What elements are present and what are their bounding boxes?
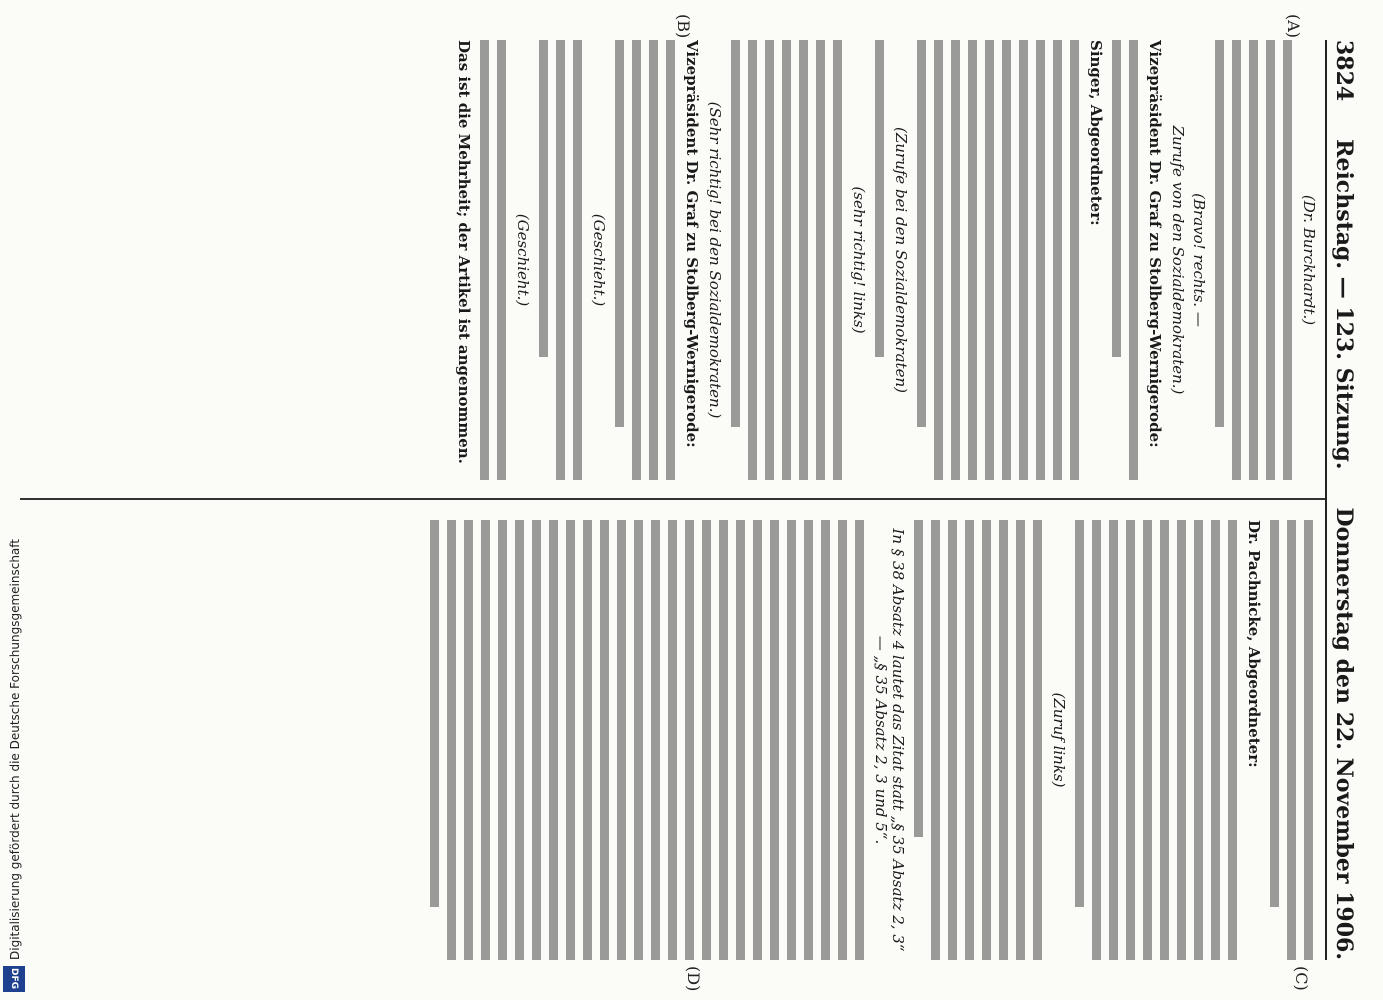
left-column — [20, 40, 1321, 480]
text-line — [985, 40, 994, 480]
speaker-name: Singer, Abgeordneter: — [1087, 40, 1105, 226]
text-line — [1283, 40, 1292, 480]
text-line — [481, 520, 490, 960]
text-line — [515, 520, 524, 960]
digitization-note: Digitalisierung gefördert durch die Deutsche Forschungsgemeinschaft — [8, 538, 22, 960]
interjection: (Bravo! rechts. — — [1190, 193, 1208, 327]
text-line — [685, 520, 694, 960]
text-line — [615, 40, 624, 427]
text-line — [1129, 40, 1138, 480]
text-line — [634, 520, 643, 960]
text-line — [753, 520, 762, 960]
text-line — [617, 520, 626, 960]
column-divider — [20, 498, 1325, 500]
text-line — [498, 520, 507, 960]
text-line — [816, 40, 825, 480]
text-line — [480, 40, 489, 480]
paragraph-reference: In § 38 Absatz 4 lautet das Zitat statt „§ 35 Absatz 2, 3“ — „§ 35 Absatz 2, 3 und 5“. — [872, 528, 907, 952]
text-line — [736, 520, 745, 960]
text-line — [549, 520, 558, 960]
text-line — [931, 520, 940, 960]
text-line — [1075, 520, 1084, 907]
text-line — [914, 520, 923, 837]
text-line — [968, 40, 977, 480]
interjection: (Zuruf links) — [1050, 692, 1068, 788]
text-line — [1070, 40, 1079, 480]
text-line — [1092, 520, 1101, 960]
text-line — [982, 520, 991, 960]
text-line — [1270, 520, 1279, 907]
text-line — [497, 40, 506, 480]
text-line — [1109, 520, 1118, 960]
interjection: (Geschieht.) — [514, 213, 532, 307]
text-line — [1126, 520, 1135, 960]
session-title: Reichstag. — 123. Sitzung. — [1331, 139, 1357, 470]
margin-letter-c: (C) — [1292, 966, 1311, 991]
interjection: (Zurufe bei den Sozialdemokraten) — [892, 126, 910, 393]
text-line — [917, 40, 926, 427]
text-line — [1053, 40, 1062, 480]
interjection: (Sehr richtig! bei den Sozialdemokraten.) — [706, 101, 724, 419]
text-line — [782, 40, 791, 480]
text-line — [1160, 520, 1169, 960]
text-line — [566, 520, 575, 960]
text-line — [875, 40, 884, 357]
text-line — [651, 520, 660, 960]
text-line — [838, 520, 847, 960]
text-line — [1304, 520, 1313, 960]
interjection: Zurufe von den Sozialdemokraten.) — [1169, 125, 1187, 395]
page-header — [1325, 40, 1371, 960]
dfg-logo — [3, 966, 25, 992]
digitization-footer — [0, 0, 28, 1000]
text-line — [951, 40, 960, 480]
text-line — [770, 520, 779, 960]
text-line — [934, 40, 943, 480]
margin-letter-b: (B) — [674, 14, 693, 39]
text-line — [833, 40, 842, 480]
text-line — [666, 40, 675, 480]
text-line — [600, 520, 609, 960]
text-line — [1232, 40, 1241, 480]
text-line — [765, 40, 774, 480]
text-line — [1215, 40, 1224, 427]
text-line — [668, 520, 677, 960]
text-line — [702, 520, 711, 960]
text-line — [447, 520, 456, 960]
text-line — [1033, 520, 1042, 960]
opening-speaker: (Dr. Burckhardt.) — [1300, 194, 1318, 326]
text-line — [1287, 520, 1296, 960]
speaker-name: Vizepräsident Dr. Graf zu Stolberg-Wernigerode: — [1146, 40, 1164, 448]
dfg-logo-label: DFG — [9, 968, 19, 990]
speaker-name: Dr. Pachnicke, Abgeordneter: — [1245, 520, 1263, 768]
text-line — [965, 520, 974, 960]
text-line — [464, 520, 473, 960]
text-line — [1112, 40, 1121, 357]
right-column — [20, 520, 1321, 960]
text-line — [583, 520, 592, 960]
text-line — [1019, 40, 1028, 480]
margin-letter-a: (A) — [1284, 14, 1303, 39]
text-line — [573, 40, 582, 480]
text-line — [787, 520, 796, 960]
text-line — [799, 40, 808, 480]
text-line — [719, 520, 728, 960]
text-line — [539, 40, 548, 357]
text-line — [556, 40, 565, 480]
text-line — [731, 40, 740, 427]
text-line — [948, 520, 957, 960]
text-line — [999, 520, 1008, 960]
text-line — [649, 40, 658, 480]
text-line — [1211, 520, 1220, 960]
text-line — [1016, 520, 1025, 960]
text-line — [821, 520, 830, 960]
text-line — [1036, 40, 1045, 480]
closing-line: Das ist die Mehrheit; der Artikel ist angenommen. — [455, 40, 473, 464]
text-line — [1228, 520, 1237, 960]
margin-letter-d: (D) — [684, 966, 703, 992]
interjection: (sehr richtig! links) — [850, 186, 868, 334]
text-line — [1194, 520, 1203, 960]
text-line — [632, 40, 641, 480]
text-line — [1266, 40, 1275, 480]
text-line — [532, 520, 541, 960]
text-line — [748, 40, 757, 480]
session-date: Donnerstag den 22. November 1906. — [1331, 507, 1357, 960]
text-line — [855, 520, 864, 960]
text-line — [430, 520, 439, 907]
page-number: 3824 — [1331, 40, 1357, 102]
text-line — [1177, 520, 1186, 960]
text-line — [1249, 40, 1258, 480]
text-line — [804, 520, 813, 960]
interjection: (Geschieht.) — [590, 213, 608, 307]
text-line — [1143, 520, 1152, 960]
speaker-name: Vizepräsident Dr. Graf zu Stolberg-Wernigerode: — [683, 40, 701, 448]
text-line — [1002, 40, 1011, 480]
